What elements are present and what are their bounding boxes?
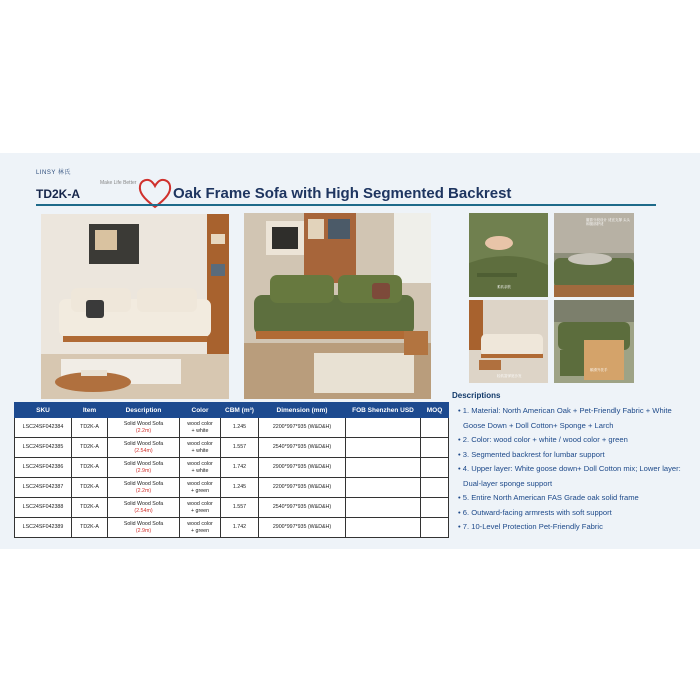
- list-item: • 4. Upper layer: White goose down+ Doll Cotton mix; Lower layer: Dual-layer sponge support: [458, 462, 694, 491]
- photo-caption: 腰靠分段设计 适宜支撑 头头和腰部舒适: [586, 218, 630, 227]
- title-rule: [36, 204, 656, 206]
- photo-white-sofa: [41, 214, 229, 399]
- table-header-row: [15, 403, 449, 418]
- column-header: SKU: [15, 403, 72, 418]
- photo-green-sofa: [244, 213, 431, 399]
- moq-cell: [421, 498, 449, 518]
- color-line-2: + white: [191, 447, 209, 454]
- color-line-1: wood color: [187, 481, 213, 488]
- length-text: (2.9m): [135, 527, 152, 534]
- model-code: TD2K-A: [36, 187, 80, 201]
- cbm-cell: 1.245: [221, 418, 259, 438]
- color-cell: [180, 518, 221, 538]
- item-cell: TD2K-A: [72, 518, 108, 538]
- length-text: (2.2m): [135, 487, 152, 494]
- description-text: Solid Wood Sofa: [123, 461, 164, 468]
- color-cell: [180, 418, 221, 438]
- column-header: Color: [180, 403, 221, 418]
- item-cell: TD2K-A: [72, 498, 108, 518]
- color-line-1: wood color: [187, 501, 213, 508]
- description-cell: [108, 438, 180, 458]
- item-cell: TD2K-A: [72, 458, 108, 478]
- dimension-cell: 2900*997*935 (W&D&H): [259, 458, 346, 478]
- color-cell: [180, 478, 221, 498]
- column-header: Dimension (mm): [259, 403, 346, 418]
- tagline: Make Life Better: [100, 180, 137, 186]
- column-header: Description: [108, 403, 180, 418]
- list-item: • 7. 10-Level Protection Pet-Friendly Fabric: [458, 520, 694, 535]
- photo-caption: 柔软亲肤: [497, 285, 511, 289]
- description-cell: [108, 518, 180, 538]
- fob-cell: [346, 458, 421, 478]
- photo-fabric-closeup: [469, 213, 548, 297]
- color-line-1: wood color: [187, 421, 213, 428]
- sku-cell: LSC24SF042387: [15, 478, 72, 498]
- description-text: Solid Wood Sofa: [123, 501, 164, 508]
- brand-logo: LINSY 林氏: [36, 170, 71, 176]
- moq-cell: [421, 518, 449, 538]
- spec-table: [14, 402, 449, 538]
- photo-armrest: [554, 300, 634, 383]
- list-item: • 1. Material: North American Oak + Pet-Friendly Fabric + White Goose Down + Doll Cotton+ Sponge + Larch: [458, 404, 694, 433]
- color-line-1: wood color: [187, 441, 213, 448]
- dimension-cell: 2540*997*935 (W&D&H): [259, 438, 346, 458]
- color-cell: [180, 498, 221, 518]
- column-header: CBM (m³): [221, 403, 259, 418]
- photo-lounging: [554, 213, 634, 297]
- color-line-1: wood color: [187, 521, 213, 528]
- cbm-cell: 1.742: [221, 518, 259, 538]
- color-line-2: + green: [190, 487, 210, 494]
- column-header: FOB Shenzhen USD: [346, 403, 421, 418]
- table-row: [15, 418, 449, 438]
- cbm-cell: 1.245: [221, 478, 259, 498]
- dimension-cell: 2200*997*935 (W&D&H): [259, 478, 346, 498]
- sku-cell: LSC24SF042384: [15, 418, 72, 438]
- description-text: Solid Wood Sofa: [123, 521, 164, 528]
- item-cell: TD2K-A: [72, 478, 108, 498]
- moq-cell: [421, 478, 449, 498]
- length-text: (2.2m): [135, 427, 152, 434]
- description-cell: [108, 418, 180, 438]
- descriptions-list: [458, 404, 694, 535]
- table-row: [15, 498, 449, 518]
- color-line-2: + green: [190, 527, 210, 534]
- fob-cell: [346, 438, 421, 458]
- table-row: [15, 458, 449, 478]
- list-item: • 3. Segmented backrest for lumbar support: [458, 448, 694, 463]
- dimension-cell: 2540*997*935 (W&D&H): [259, 498, 346, 518]
- table-row: [15, 438, 449, 458]
- length-text: (2.9m): [135, 467, 152, 474]
- description-text: Solid Wood Sofa: [123, 421, 164, 428]
- moq-cell: [421, 438, 449, 458]
- column-header: MOQ: [421, 403, 449, 418]
- fob-cell: [346, 518, 421, 538]
- sku-cell: LSC24SF042385: [15, 438, 72, 458]
- color-line-2: + green: [190, 507, 210, 514]
- dimension-cell: 2200*997*935 (W&D&H): [259, 418, 346, 438]
- photo-caption: 轻软富弹宽沙发: [497, 374, 522, 378]
- color-line-2: + white: [191, 467, 209, 474]
- description-cell: [108, 478, 180, 498]
- table-row: [15, 518, 449, 538]
- cbm-cell: 1.557: [221, 438, 259, 458]
- color-cell: [180, 458, 221, 478]
- list-item: • 6. Outward-facing armrests with soft support: [458, 506, 694, 521]
- list-item: • 2. Color: wood color + white / wood color + green: [458, 433, 694, 448]
- moq-cell: [421, 418, 449, 438]
- descriptions-heading: Descriptions: [452, 391, 501, 400]
- photo-living-room: [469, 300, 548, 383]
- cbm-cell: 1.742: [221, 458, 259, 478]
- cbm-cell: 1.557: [221, 498, 259, 518]
- sku-cell: LSC24SF042389: [15, 518, 72, 538]
- dimension-cell: 2900*997*935 (W&D&H): [259, 518, 346, 538]
- photo-caption: 顺滑外扶手: [590, 368, 608, 372]
- color-line-2: + white: [191, 427, 209, 434]
- description-text: Solid Wood Sofa: [123, 441, 164, 448]
- item-cell: TD2K-A: [72, 418, 108, 438]
- description-cell: [108, 498, 180, 518]
- description-text: Solid Wood Sofa: [123, 481, 164, 488]
- sku-cell: LSC24SF042388: [15, 498, 72, 518]
- page-title: Oak Frame Sofa with High Segmented Backrest: [173, 185, 512, 202]
- column-header: Item: [72, 403, 108, 418]
- fob-cell: [346, 478, 421, 498]
- moq-cell: [421, 458, 449, 478]
- table-row: [15, 478, 449, 498]
- sku-cell: LSC24SF042386: [15, 458, 72, 478]
- fob-cell: [346, 498, 421, 518]
- item-cell: TD2K-A: [72, 438, 108, 458]
- description-cell: [108, 458, 180, 478]
- color-cell: [180, 438, 221, 458]
- list-item: • 5. Entire North American FAS Grade oak solid frame: [458, 491, 694, 506]
- color-line-1: wood color: [187, 461, 213, 468]
- fob-cell: [346, 418, 421, 438]
- length-text: (2.54m): [134, 507, 153, 514]
- length-text: (2.54m): [134, 447, 153, 454]
